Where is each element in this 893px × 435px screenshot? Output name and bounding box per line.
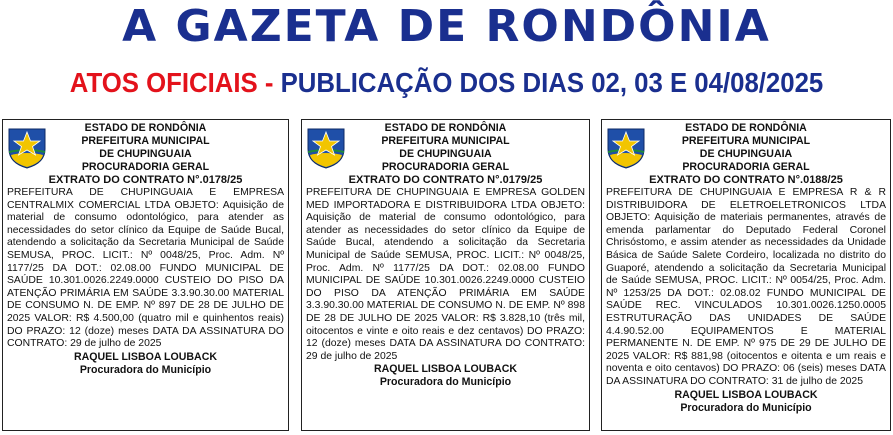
notice-signer-role: Procuradora do Município: [79, 363, 212, 376]
notice-city: DE CHUPINGUAIA: [399, 148, 492, 160]
notice-body: PREFEITURA DE CHUPINGUAIA E EMPRESA R & R DISTRIBUIDORA DE ELETROELETRONICOS LTDA OBJETO: Aquisição de materiais permanentes, através de emenda parlamentar do Deputado Federal Coronel Chrisóstomo, e assim atender as necessidades da Unidade Básica de Saúde Salete Cordeiro, localizada no distrito do Guaporé, atendendo a solicitação da Secretaria Municipal de Saúde SEMUSA, PROC. LICIT.: Nº 0054/25, Proc. Adm. Nº 1253/25 DA DOT.: 02.08.02 FUNDO MUNICIPAL DE SAÚDE REC. VINCULADOS 10.301.0026.1250.0005 ESTRUTURAÇÃO DAS UNIDADES DE SAÚDE 4.4.90.52.00 EQUIPAMENTOS E MATERIAL PERMANENTE N. DE EMP. Nº 975 DE 29 DE JULHO DE 2025 VALOR: R$ 881,98 (oitocentos e oitenta e um reais e noventa e oito centavos) DO PRAZO: 06 (seis) meses DATA DA ASSINATURA DO CONTRATO: 31 de julho de 2025: [606, 187, 886, 387]
rondonia-crest-icon: [7, 125, 47, 169]
notice-signer: RAQUEL LISBOA LOUBACK: [73, 350, 217, 363]
notice-state: ESTADO DE RONDÔNIA: [384, 122, 507, 134]
notice-office: PROCURADORIA GERAL: [81, 161, 210, 173]
section-name: ATOS OFICIAIS: [69, 67, 258, 98]
notice-office: PROCURADORIA GERAL: [381, 161, 510, 173]
notice-office: PROCURADORIA GERAL: [682, 161, 810, 173]
notice-body: PREFEITURA DE CHUPINGUAIA E EMPRESA GOLDEN MED IMPORTADORA E DISTRIBUIDORA LTDA OBJETO: Aquisição de material de consumo odontológico, para atender as necessidades do setor clínico da Equipe de Saúde Bucal, atendendo a solicitação da Secretaria Municipal de Saúde SEMUSA, PROC. LICIT.: Nº 0048/25, Proc. Adm. Nº 1177/25 DA DOT.: 02.08.00 FUNDO MUNICIPAL DE SAÚDE 10.301.0026.2249.0000 CUSTEIO DO PISO DA ATENÇÃO PRIMÁRIA EM SAÚDE 3.3.90.30.00 MATERIAL DE CONSUMO N. DE EMP. Nº 898 DE 28 DE JULHO DE 2025 VALOR: R$ 3.828,10 (três mil, oitocentos e vinte e oito reais e dez centavos) DO PRAZO: 12 (doze) meses DATA DA ASSINATURA DO CONTRATO: 29 de julho de 2025: [306, 187, 585, 362]
publication-dates: PUBLICAÇÃO DOS DIAS 02, 03 E 04/08/2025: [280, 67, 824, 98]
contract-notice-0179: [301, 119, 590, 431]
notice-city: DE CHUPINGUAIA: [699, 148, 793, 160]
notice-title: EXTRATO DO CONTRATO N°.0179/25: [348, 174, 543, 186]
notice-prefeitura: PREFEITURA MUNICIPAL: [81, 135, 210, 147]
notice-state: ESTADO DE RONDÔNIA: [685, 122, 807, 134]
notice-prefeitura: PREFEITURA MUNICIPAL: [681, 135, 811, 147]
notice-title: EXTRATO DO CONTRATO N°.0188/25: [649, 174, 843, 186]
contract-notice-0178: [2, 119, 289, 431]
notice-signer: RAQUEL LISBOA LOUBACK: [373, 363, 517, 376]
contract-notice-0188: [601, 119, 891, 431]
notice-body: PREFEITURA DE CHUPINGUAIA E EMPRESA CENTRALMIX COMERCIAL LTDA OBJETO: Aquisição de material de consumo odontológico, para atender as necessidades do setor clínico da Equipe de Saúde Bucal, atendendo a solicitação da Secretaria Municipal de Saúde SEMUSA, PROC. LICIT.: Nº 0048/25, Proc. Adm. Nº 1177/25 DA DOT.: 02.08.00 FUNDO MUNICIPAL DE SAÚDE 10.301.0026.2249.0000 CUSTEIO DO PISO DA ATENÇÃO PRIMÁRIA EM SAÚDE 3.3.90.30.00 MATERIAL DE CONSUMO N. DE EMP. Nº 897 DE 28 DE JULHO DE 2025 VALOR: R$ 4.500,00 (quatro mil e quinhentos reais) DO PRAZO: 12 (doze) meses DATA DA ASSINATURA DO CONTRATO: 29 de julho de 2025: [7, 187, 284, 350]
notice-prefeitura: PREFEITURA MUNICIPAL: [381, 135, 510, 147]
rondonia-crest-icon: [606, 125, 646, 169]
notice-signer: RAQUEL LISBOA LOUBACK: [674, 388, 818, 401]
notice-state: ESTADO DE RONDÔNIA: [84, 122, 207, 134]
subtitle-separator: -: [257, 67, 281, 98]
notice-signer-role: Procuradora do Município: [379, 376, 512, 389]
notice-city: DE CHUPINGUAIA: [99, 148, 192, 160]
notice-title: EXTRATO DO CONTRATO N°.0178/25: [48, 174, 243, 186]
notice-signer-role: Procuradora do Município: [680, 401, 812, 414]
newspaper-masthead: A GAZETA DE RONDÔNIA: [122, 1, 771, 52]
rondonia-crest-icon: [306, 125, 346, 169]
section-subtitle: [36, 66, 858, 100]
